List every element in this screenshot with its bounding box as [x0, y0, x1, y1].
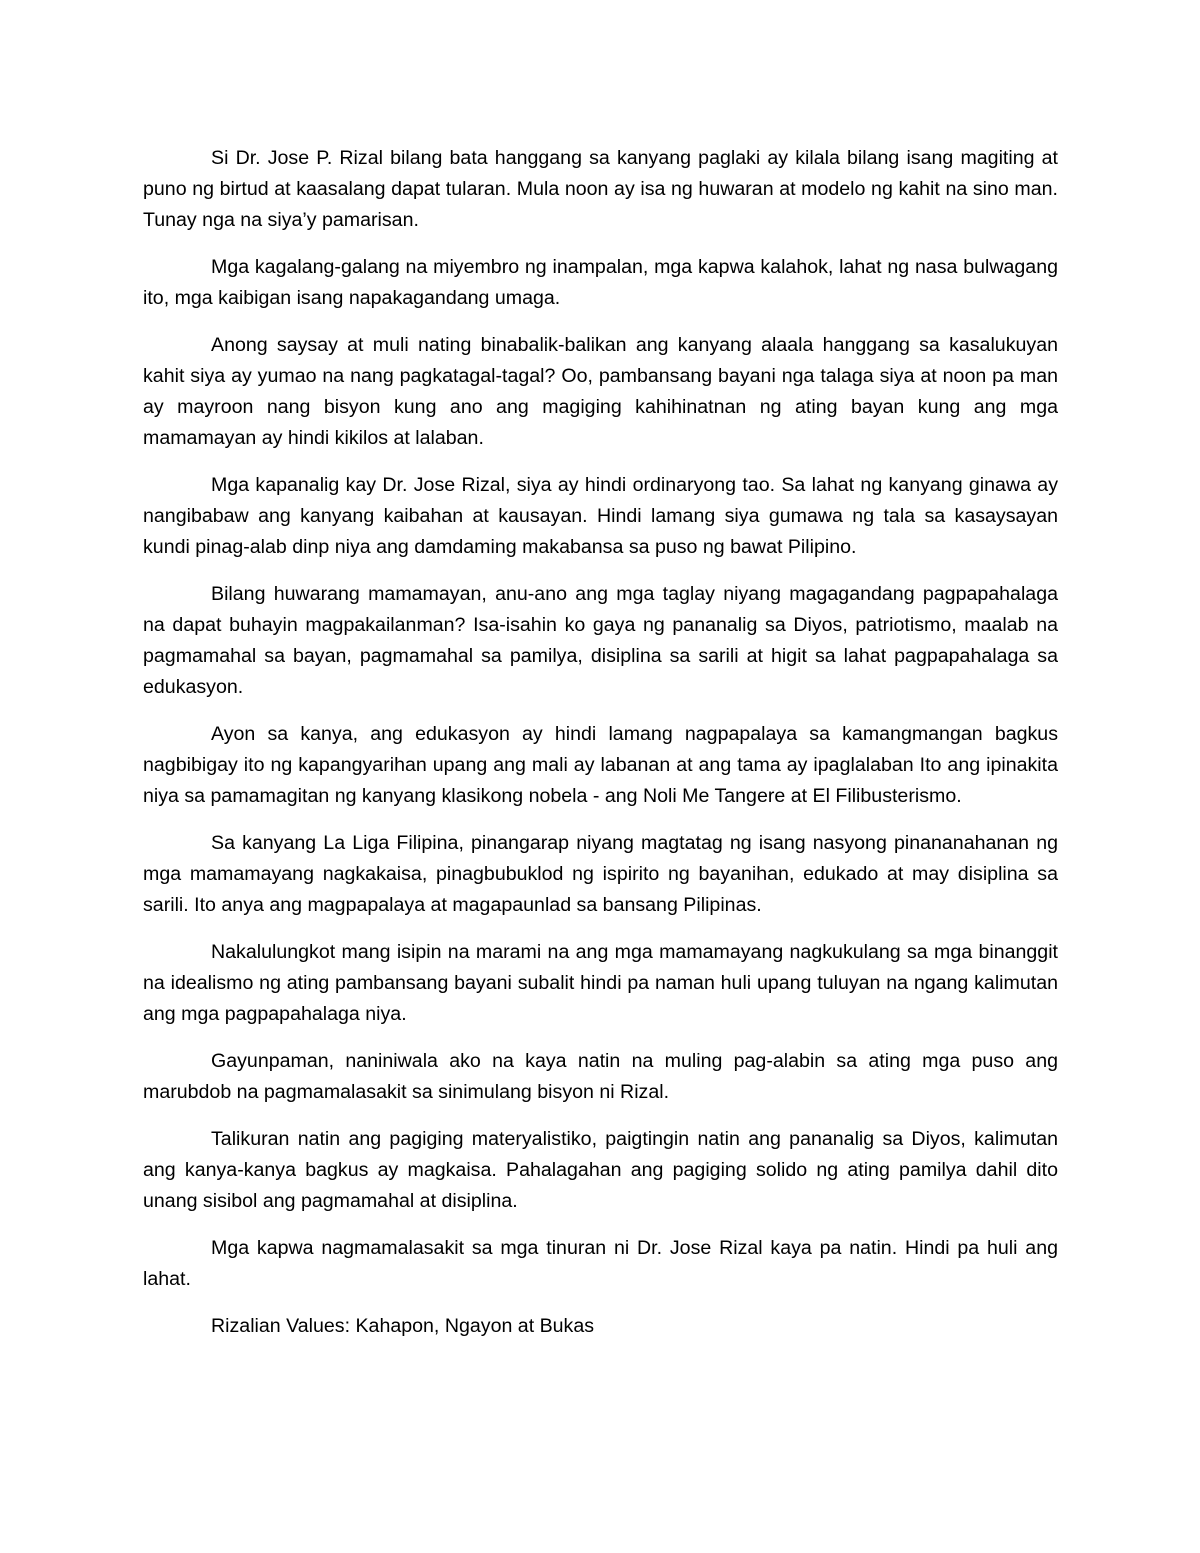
paragraph-11: Mga kapwa nagmamalasakit sa mga tinuran ni Dr. Jose Rizal kaya pa natin. Hindi pa huli ang lahat. [143, 1237, 1058, 1290]
paragraph-2: Mga kagalang-galang na miyembro ng inampalan, mga kapwa kalahok, lahat ng nasa bulwagang ito, mga kaibigan isang napakagandang umaga. [143, 256, 1058, 309]
closing-title: Rizalian Values: Kahapon, Ngayon at Bukas [211, 1315, 595, 1337]
paragraph-4: Mga kapanalig kay Dr. Jose Rizal, siya ay hindi ordinaryong tao. Sa lahat ng kanyang ginawa ay nangibabaw ang kanyang kaibahan at kausayan. Hindi lamang siya gumawa ng tala sa kasaysayan kundi pinag-alab dinp niya ang damdaming makabansa sa puso ng bawat Pilipino. [143, 474, 1058, 558]
paragraph-8: Nakalulungkot mang isipin na marami na ang mga mamamayang nagkukulang sa mga binanggit na idealismo ng ating pambansang bayani subalit hindi pa naman huli upang tuluyan na ngang kalimutan ang mga pagpapahalaga niya. [143, 941, 1058, 1025]
paragraph-10: Talikuran natin ang pagiging materyalistiko, paigtingin natin ang pananalig sa Diyos, kalimutan ang kanya-kanya bagkus ay magkaisa. Pahalagahan ang pagiging solido ng ating pamilya dahil dito unang sisibol ang pagmamahal at disiplina. [143, 1128, 1058, 1212]
paragraph-3: Anong saysay at muli nating binabalik-balikan ang kanyang alaala hanggang sa kasalukuyan kahit siya ay yumao na nang pagkatagal-tagal? Oo, pambansang bayani nga talaga siya at noon pa man ay mayroon nang bisyon kung ano ang magiging kahihinatnan ng ating bayan kung ang mga mamamayan ay hindi kikilos at lalaban. [143, 334, 1058, 449]
document-page [143, 143, 1058, 1342]
paragraph-5: Bilang huwarang mamamayan, anu-ano ang mga taglay niyang magagandang pagpapahalaga na dapat buhayin magpakailanman? Isa-isahin ko gaya ng pananalig sa Diyos, patriotismo, maalab na pagmamahal sa bayan, pagmamahal sa pamilya, disiplina sa sarili at higit sa lahat pagpapahalaga sa edukasyon. [143, 583, 1058, 698]
paragraph-7: Sa kanyang La Liga Filipina, pinangarap niyang magtatag ng isang nasyong pinananahanan ng mga mamamayang nagkakaisa, pinagbubuklod ng ispirito ng bayanihan, edukado at may disiplina sa sarili. Ito anya ang magpapalaya at magapaunlad sa bansang Pilipinas. [143, 832, 1058, 916]
paragraph-9: Gayunpaman, naniniwala ako na kaya natin na muling pag-alabin sa ating mga puso ang marubdob na pagmamalasakit sa sinimulang bisyon ni Rizal. [143, 1050, 1058, 1103]
paragraph-1: Si Dr. Jose P. Rizal bilang bata hanggang sa kanyang paglaki ay kilala bilang isang magiting at puno ng birtud at kaasalang dapat tularan. Mula noon ay isa ng huwaran at modelo ng kahit na sino man. Tunay nga na siya’y pamarisan. [143, 147, 1058, 231]
paragraph-6: Ayon sa kanya, ang edukasyon ay hindi lamang nagpapalaya sa kamangmangan bagkus nagbibigay ito ng kapangyarihan upang ang mali ay labanan at ang tama ay ipaglalaban Ito ang ipinakita niya sa pamamagitan ng kanyang klasikong nobela - ang Noli Me Tangere at El Filibusterismo. [143, 723, 1058, 807]
